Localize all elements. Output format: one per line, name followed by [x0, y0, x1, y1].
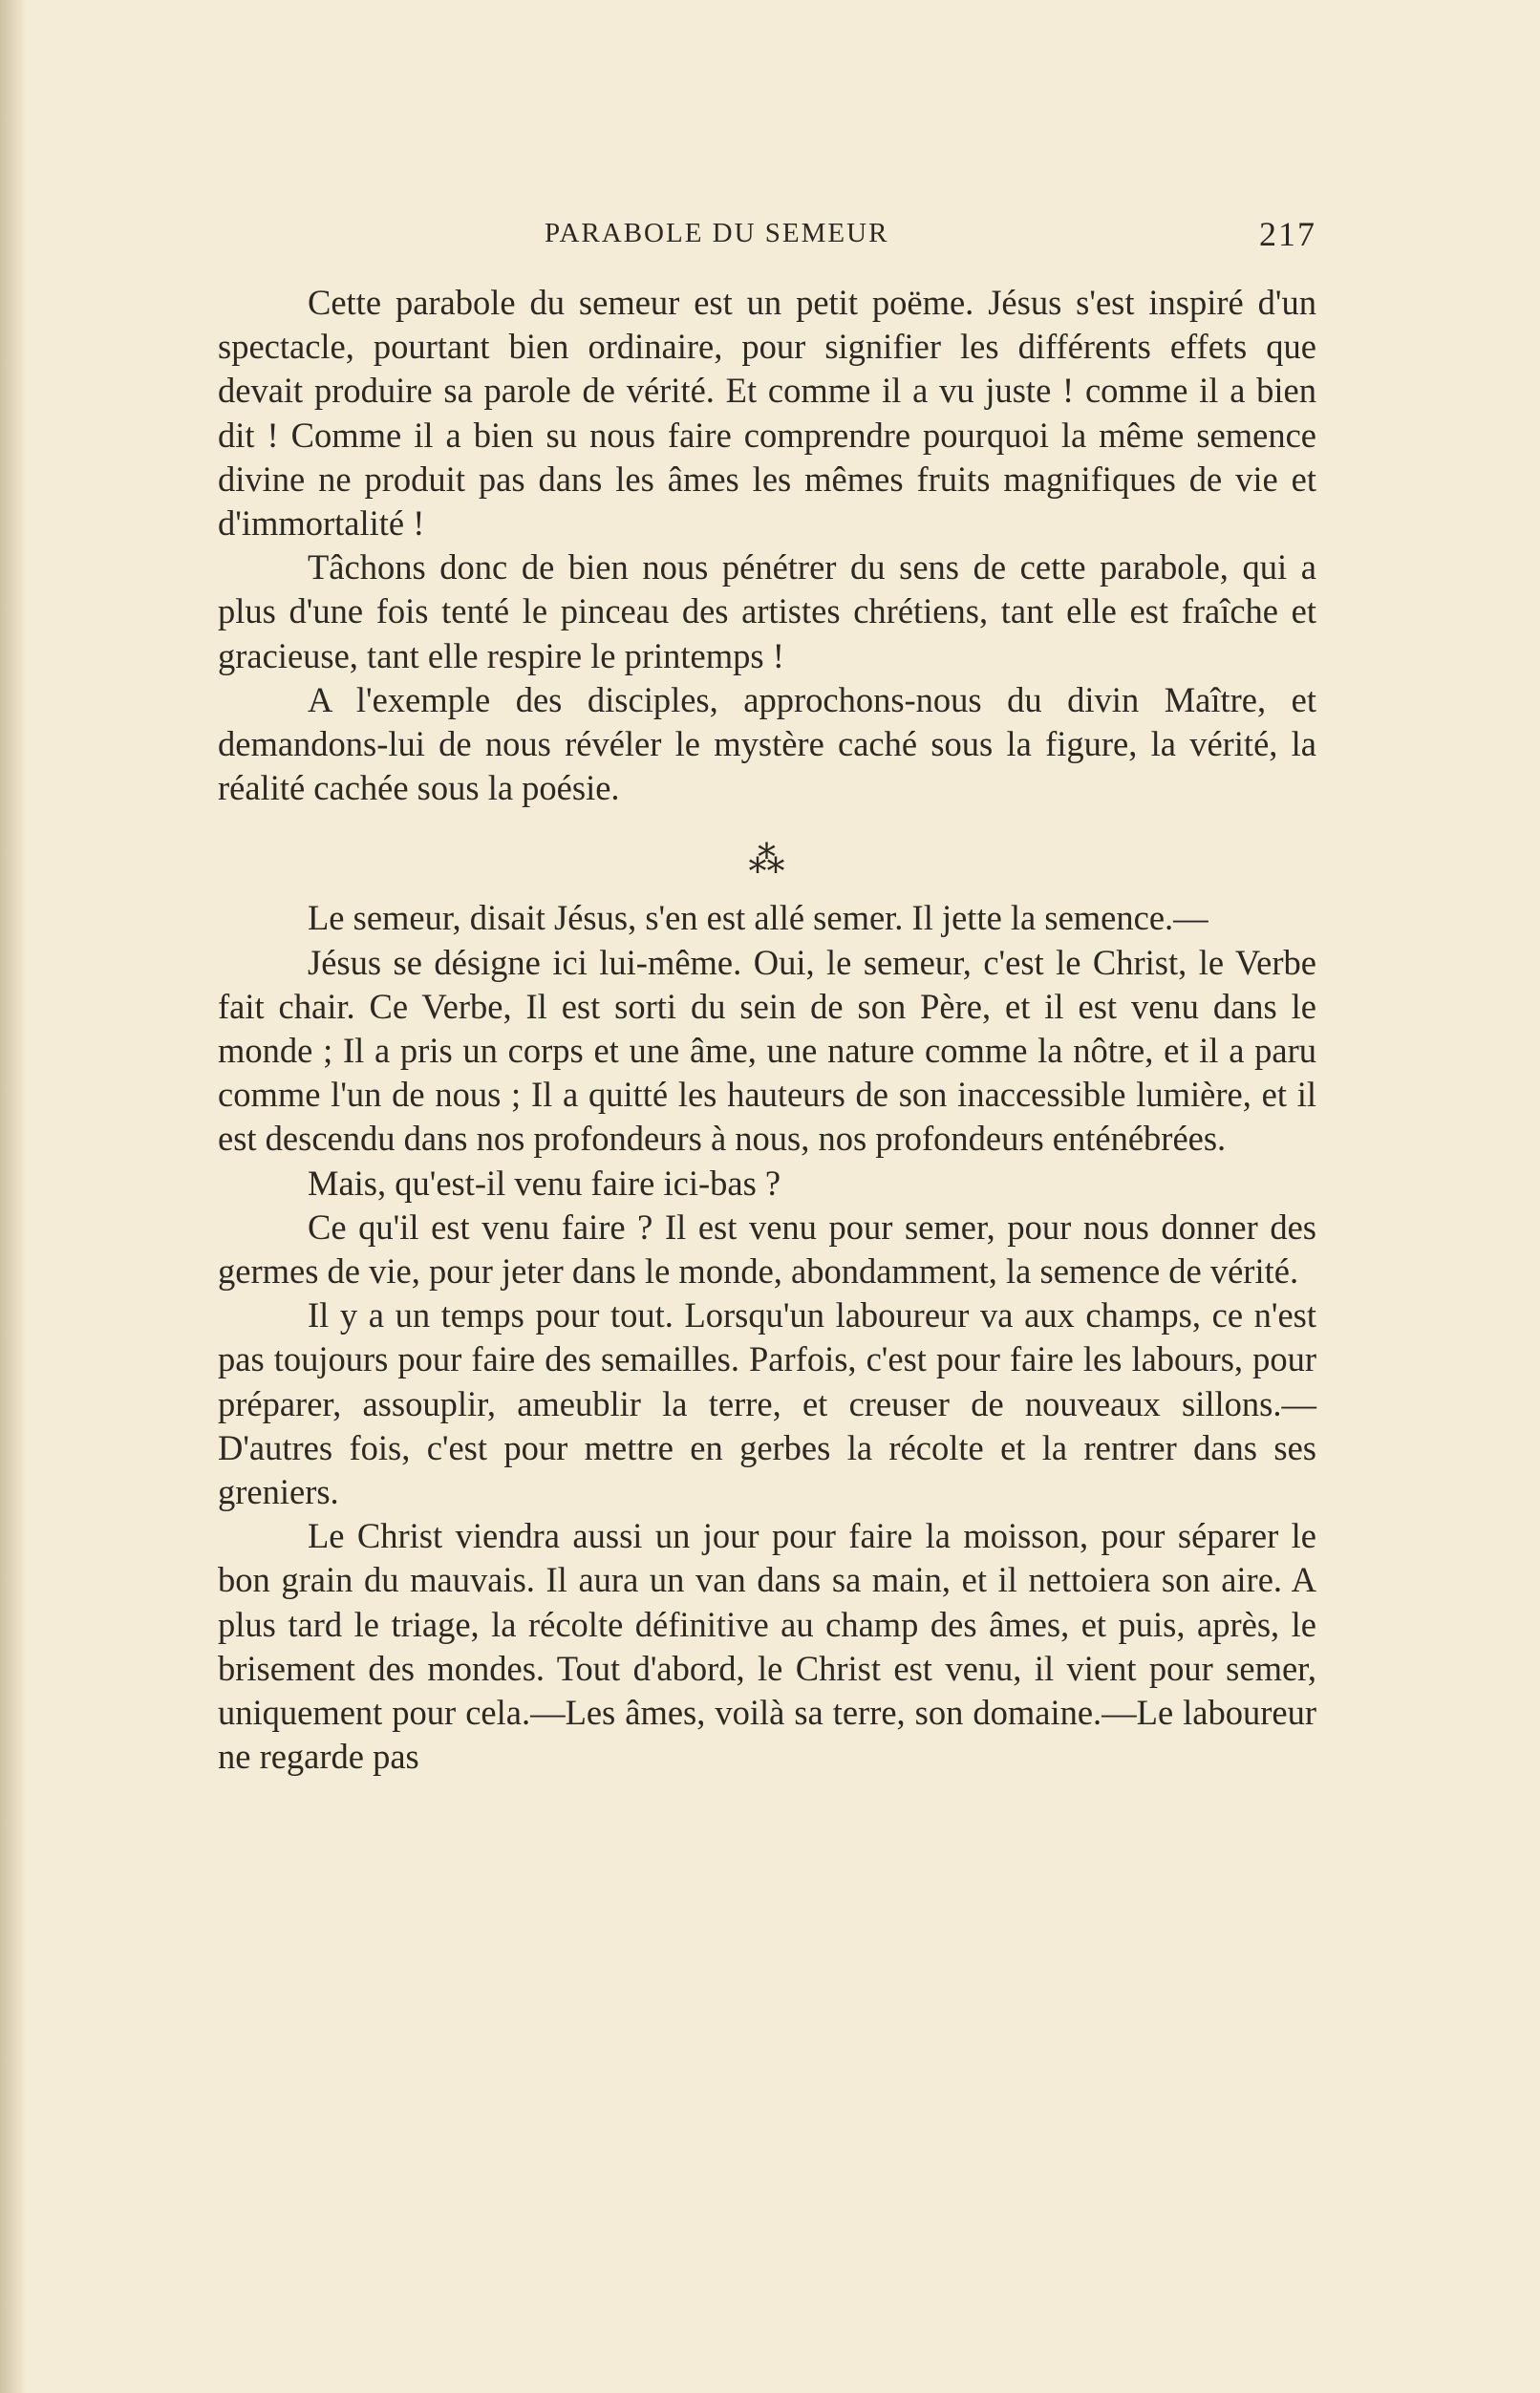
paragraph: Jésus se désigne ici lui-même. Oui, le semeur, c'est le Christ, le Verbe fait chair. Ce Verbe, Il est sorti du sein de son Père, et il est venu dans le monde ; Il a pris un corps et une âme, une nature comme la nôtre, et il a paru comme l'un de nous ; Il a quitté les hauteurs de son inaccessible lumière, et il est descendu dans nos profondeurs à nous, nos profondeurs enténébrées. [218, 942, 1316, 1159]
running-title: PARABOLE DU SEMEUR [545, 218, 889, 248]
section-separator: ⁂ [748, 841, 786, 882]
paragraph: A l'exemple des disciples, approchons-nous du divin Maître, et demandons-lui de nous révéler le mystère caché sous la figure, la vérité, la réalité cachée sous la poésie. [218, 679, 1316, 808]
page-number: 217 [1259, 215, 1316, 253]
running-head [218, 215, 1316, 256]
paragraph: Le semeur, disait Jésus, s'en est allé semer. Il jette la semence.— [308, 898, 1208, 938]
paragraph: Mais, qu'est-il venu faire ici-bas ? [308, 1163, 781, 1203]
paragraph: Tâchons donc de bien nous pénétrer du sens de cette parabole, qui a plus d'une fois tenté le pinceau des artistes chrétiens, tant elle est fraîche et gracieuse, tant elle respire le printemps ! [218, 547, 1316, 675]
page-edge [0, 0, 27, 2393]
paragraph: Ce qu'il est venu faire ? Il est venu pour semer, pour nous donner des germes de vie, pour jeter dans le monde, abondamment, la semence de vérité. [218, 1207, 1316, 1292]
paragraph: Il y a un temps pour tout. Lorsqu'un laboureur va aux champs, ce n'est pas toujours pour faire des semailles. Parfois, c'est pour faire les labours, pour préparer, assouplir, ameublir la terre, et creuser de nouveaux sillons.— D'autres fois, c'est pour mettre en gerbes la récolte et la rentrer dans ses greniers. [218, 1295, 1316, 1512]
body-text [218, 281, 1316, 1780]
paragraph: Cette parabole du semeur est un petit poëme. Jésus s'est inspiré d'un spectacle, pourtant bien ordinaire, pour signifier les différents effets que devait produire sa parole de vérité. Et comme il a vu juste ! comme il a bien dit ! Comme il a bien su nous faire comprendre pourquoi la même semence divine ne produit pas dans les âmes les mêmes fruits magnifiques de vie et d'immortalité ! [218, 283, 1316, 544]
paragraph: Le Christ viendra aussi un jour pour faire la moisson, pour séparer le bon grain du mauvais. Il aura un van dans sa main, et il nettoiera son aire. A plus tard le triage, la récolte définitive au champ des âmes, et puis, après, le brisement des mondes. Tout d'abord, le Christ est venu, il vient pour semer, uniquement pour cela.—Les âmes, voilà sa terre, son domaine.—Le laboureur ne regarde pas [218, 1516, 1316, 1777]
